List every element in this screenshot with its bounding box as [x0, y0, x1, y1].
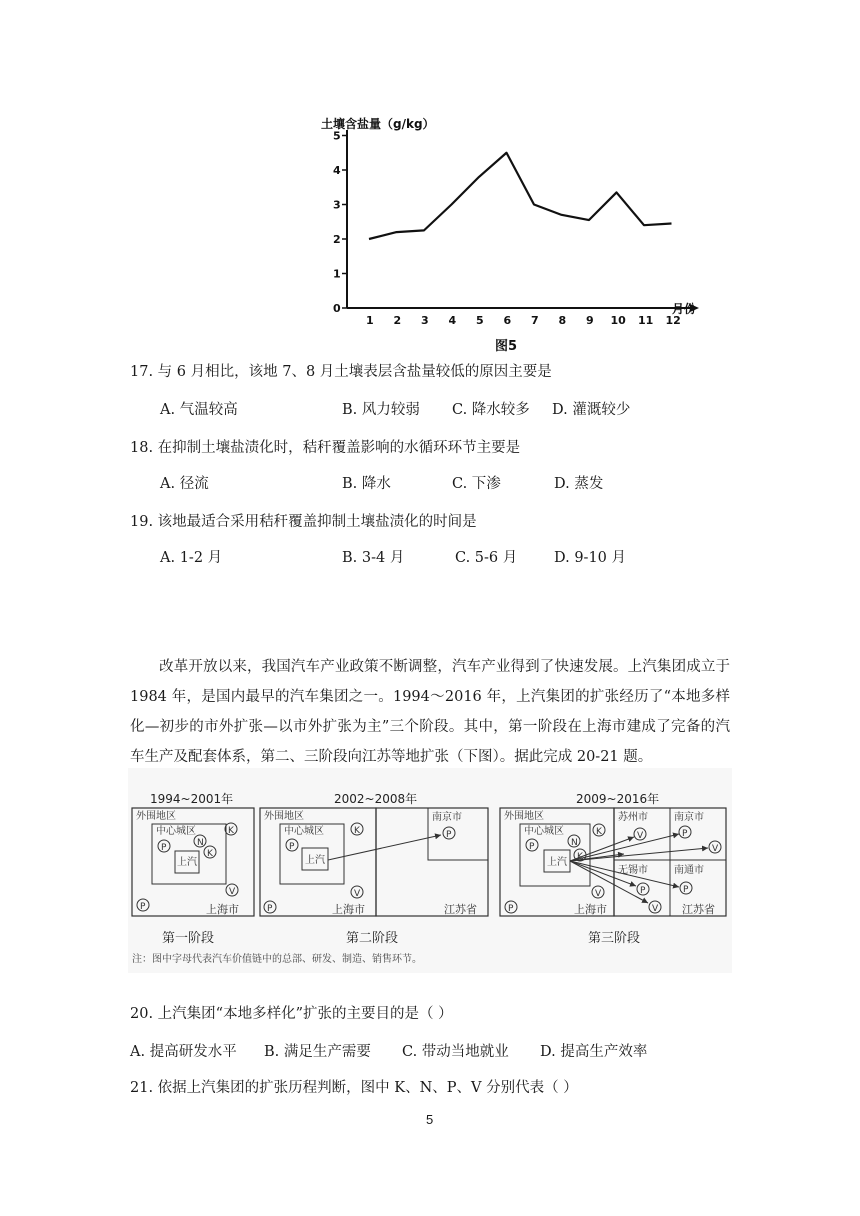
x-tick-label: 1 [366, 314, 374, 327]
q17-option-d: D. 灌溉较少 [552, 402, 631, 418]
x-tick-label: 3 [421, 314, 429, 327]
passage-text: 改革开放以来，我国汽车产业政策不断调整，汽车产业得到了快速发展。上汽集团成立于 1984 年，是国内最早的汽车集团之一。1994～2016 年，上汽集团的扩张经历了“本地多样化—初步的市外扩张—以市外扩张为主”三个阶段。其中，第一阶段在上海市建成了完备的汽车生产及配套体系，第二、三阶段向江苏等地扩张（下图）。据此完成 20-21 题。 [130, 659, 730, 765]
question-19: 19. 该地最适合采用秸秆覆盖抑制土壤盐渍化的时间是 [130, 514, 477, 530]
x-tick-label: 5 [476, 314, 484, 327]
stage3-city-label: 上海市 [574, 903, 607, 916]
stage1-outer-label: 外围地区 [136, 811, 176, 822]
svg-text:V: V [652, 904, 659, 914]
q19-option-a: A. 1-2 月 [160, 550, 223, 566]
saic-expansion-diagram [128, 768, 732, 973]
svg-text:V: V [712, 844, 719, 854]
q20-option-d: D. 提高生产效率 [540, 1044, 648, 1060]
chart-caption: 图5 [495, 339, 518, 354]
svg-text:N: N [197, 838, 204, 848]
stage1-core-label: 上汽 [177, 857, 197, 868]
x-tick-label: 7 [531, 314, 539, 327]
diagram-note: 注：图中字母代表汽车价值链中的总部、研发、制造、销售环节。 [132, 954, 422, 965]
x-tick-label: 12 [665, 314, 681, 327]
y-tick-label: 0 [333, 302, 341, 315]
q20-option-a: A. 提高研发水平 [130, 1044, 237, 1060]
svg-text:P: P [140, 902, 146, 912]
svg-text:V: V [229, 887, 236, 897]
q18-option-a: A. 径流 [160, 476, 209, 492]
passage [130, 652, 730, 772]
svg-text:P: P [508, 904, 514, 914]
stage1-city-label: 上海市 [206, 903, 239, 916]
svg-text:P: P [683, 885, 689, 895]
svg-text:V: V [595, 889, 602, 899]
stage2-outer-label: 外围地区 [264, 811, 304, 822]
q17-option-a: A. 气温较高 [160, 402, 238, 418]
question-20: 20. 上汽集团“本地多样化”扩张的主要目的是（ ） [130, 1006, 453, 1022]
y-tick-label: 4 [333, 164, 341, 177]
svg-text:P: P [289, 842, 295, 852]
stage1-center-label: 中心城区 [156, 826, 196, 837]
chart-ylabel: 土壤含盐量（g/kg） [321, 117, 435, 131]
svg-text:P: P [529, 842, 535, 852]
y-tick-label: 5 [333, 129, 341, 143]
x-tick-label: 10 [610, 314, 626, 327]
q20-option-c: C. 带动当地就业 [402, 1044, 509, 1060]
x-tick-label: 4 [448, 314, 457, 327]
stage3-nantong-label: 南通市 [674, 865, 704, 876]
q19-option-b: B. 3-4 月 [342, 550, 405, 566]
svg-text:K: K [577, 852, 583, 862]
x-tick-label: 6 [503, 314, 512, 327]
question-17: 17. 与 6 月相比，该地 7、8 月土壤表层含盐量较低的原因主要是 [130, 364, 552, 380]
x-tick-label: 2 [393, 314, 402, 327]
svg-text:K: K [354, 826, 360, 836]
svg-text:P: P [446, 830, 452, 840]
stage1-period: 1994~2001年 [150, 792, 234, 806]
x-tick-label: 9 [586, 314, 594, 327]
chart-xlabel: 月份 [672, 302, 697, 316]
q18-option-c: C. 下渗 [452, 476, 501, 492]
salt-content-line-chart [305, 108, 715, 358]
stage3-caption: 第三阶段 [588, 931, 641, 946]
stage3-outer-label: 外围地区 [504, 811, 544, 822]
x-tick-label: 11 [638, 314, 654, 327]
stage2-nanjing-label: 南京市 [432, 812, 462, 823]
svg-text:P: P [267, 904, 273, 914]
stage2-period: 2002~2008年 [334, 792, 418, 806]
svg-text:P: P [682, 829, 688, 839]
stage3-wuxi-label: 无锡市 [618, 865, 648, 876]
q20-option-b: B. 满足生产需要 [264, 1044, 371, 1060]
question-21: 21. 依据上汽集团的扩张历程判断，图中 K、N、P、V 分别代表（ ） [130, 1080, 578, 1096]
stage2-city-label: 上海市 [332, 903, 365, 916]
stage2-core-label: 上汽 [305, 855, 325, 866]
q19-option-d: D. 9-10 月 [554, 550, 627, 566]
q17-option-c: C. 降水较多 [452, 402, 530, 418]
svg-text:V: V [637, 831, 644, 841]
question-18: 18. 在抑制土壤盐渍化时，秸秆覆盖影响的水循环环节主要是 [130, 440, 521, 456]
y-tick-label: 1 [333, 267, 341, 281]
svg-text:P: P [640, 886, 646, 896]
stage3-period: 2009~2016年 [576, 792, 660, 806]
stage2-center-label: 中心城区 [284, 826, 324, 837]
series-line [369, 153, 672, 239]
q17-option-b: B. 风力较弱 [342, 402, 420, 418]
svg-text:K: K [228, 826, 234, 836]
svg-text:V: V [354, 889, 361, 899]
y-tick-label: 2 [333, 233, 341, 246]
q18-option-b: B. 降水 [342, 476, 391, 492]
svg-text:N: N [571, 838, 578, 848]
x-tick-label: 8 [558, 314, 567, 327]
y-tick-label: 3 [333, 198, 341, 212]
stage1-caption: 第一阶段 [162, 931, 215, 946]
stage3-core-label: 上汽 [547, 857, 567, 868]
page-number: 5 [426, 1112, 434, 1127]
svg-text:K: K [596, 827, 602, 837]
q18-option-d: D. 蒸发 [554, 476, 604, 492]
svg-text:K: K [207, 849, 213, 859]
stage3-suzhou-label: 苏州市 [618, 812, 648, 823]
q19-option-c: C. 5-6 月 [455, 550, 518, 566]
svg-text:P: P [161, 843, 167, 853]
stage3-center-label: 中心城区 [524, 826, 564, 837]
stage3-province-label: 江苏省 [682, 903, 715, 916]
stage3-nanjing-label: 南京市 [674, 812, 704, 823]
stage2-caption: 第二阶段 [346, 931, 399, 946]
stage2-province-label: 江苏省 [444, 903, 477, 916]
